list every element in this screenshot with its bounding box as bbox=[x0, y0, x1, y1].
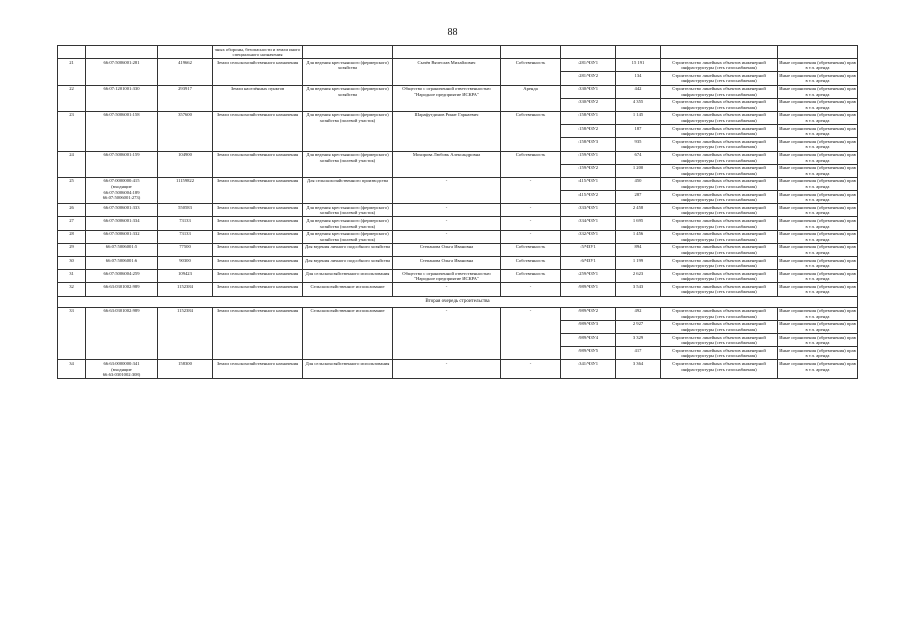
permitted-use: Для сельскохозяйственного использования bbox=[303, 360, 393, 379]
land-category: Земли сельскохозяйственного назначения bbox=[213, 177, 303, 203]
sub-plot-area: 287 bbox=[616, 191, 661, 204]
sub-plot-code: :989/ЧЗУ1 bbox=[561, 283, 616, 296]
encumbrance-type: Иные ограничения (обременения) прав в т.ч. аренда bbox=[779, 178, 856, 189]
table-row bbox=[58, 85, 858, 98]
sub-plot-code: :415/ЧЗУ2 bbox=[561, 191, 616, 204]
table-row bbox=[58, 59, 858, 72]
row-number: 29 bbox=[58, 243, 86, 256]
sub-plot-code: :6/ЧЗУ1 bbox=[561, 257, 616, 270]
sub-plot-area: 2 458 bbox=[616, 204, 661, 217]
row-number: 24 bbox=[58, 151, 86, 177]
encumbrance-type: Иные ограничения (обременения) прав в т.ч. аренда bbox=[779, 59, 856, 71]
permitted-use: Для ведения крестьянского (фермерского) хозяйства (полевой участок) bbox=[303, 151, 393, 177]
right-holder: - bbox=[393, 177, 501, 203]
encumbrance-type: Иные ограничения (обременения) прав в т.ч. аренда bbox=[779, 244, 856, 255]
plot-area: 1152384 bbox=[158, 307, 213, 360]
sub-plot-area: 15 191 bbox=[616, 59, 661, 72]
table-row bbox=[58, 217, 858, 230]
sub-plot-code: :159/ЧЗУ2 bbox=[561, 164, 616, 177]
plot-area: 11159822 bbox=[158, 177, 213, 203]
sub-plot-purpose: Строительство линейных объектов инженерной инфраструктуры (сеть газоснабжения) bbox=[661, 307, 778, 320]
right-type: - bbox=[501, 217, 561, 230]
sub-plot-purpose: Строительство линейных объектов инженерной инфраструктуры (сеть газоснабжения) bbox=[661, 85, 778, 98]
plot-area: 90300 bbox=[158, 257, 213, 270]
land-category: Земли населённых пунктов bbox=[213, 85, 303, 111]
sub-plot-code: :158/ЧЗУ2 bbox=[561, 125, 616, 138]
sub-plot-purpose: Строительство линейных объектов инженерной инфраструктуры (сеть газоснабжения) bbox=[661, 347, 778, 360]
row-number: 30 bbox=[58, 257, 86, 270]
right-holder: Мохирова Любовь Александровна bbox=[393, 151, 501, 177]
sub-plot-code: :330/ЧЗУ2 bbox=[561, 98, 616, 111]
table-row bbox=[58, 360, 858, 379]
sub-plot-code: :989/ЧЗУ3 bbox=[561, 320, 616, 333]
sub-plot-purpose: Строительство линейных объектов инженерной инфраструктуры (сеть газоснабжения) bbox=[661, 283, 778, 296]
row-number: 23 bbox=[58, 111, 86, 151]
sub-plot-code: :158/ЧЗУ3 bbox=[561, 138, 616, 151]
section-header-row bbox=[58, 296, 858, 307]
cadastral-number: 66:07:5006001:6 bbox=[86, 257, 158, 270]
encumbrance-type: Иные ограничения (обременения) прав в т.ч. аренда bbox=[779, 321, 856, 332]
page-number: 88 bbox=[447, 27, 458, 38]
cadastral-number: 66:07:5006001:333 bbox=[86, 204, 158, 217]
right-holder: Общество с ограниченной ответственностью "Народное предприятие ИСКРА" bbox=[393, 270, 501, 283]
plot-area: 1152384 bbox=[158, 283, 213, 296]
cadastral-number: 66:07:5006001:159 bbox=[86, 151, 158, 177]
sub-plot-purpose: Строительство линейных объектов инженерной инфраструктуры (сеть газоснабжения) bbox=[661, 360, 778, 379]
plot-area: 73133 bbox=[158, 230, 213, 243]
sub-plot-purpose: Строительство линейных объектов инженерной инфраструктуры (сеть газоснабжения) bbox=[661, 217, 778, 230]
right-holder: - bbox=[393, 230, 501, 243]
table-row bbox=[58, 230, 858, 243]
land-category: Земли сельскохозяйственного назначения bbox=[213, 257, 303, 270]
encumbrance-type: Иные ограничения (обременения) прав в т.ч. аренда bbox=[779, 347, 856, 359]
plot-area: 109423 bbox=[158, 270, 213, 283]
sub-plot-code: :333/ЧЗУ1 bbox=[561, 204, 616, 217]
permitted-use: Для ведения личного подсобного хозяйства bbox=[303, 243, 393, 256]
encumbrance-type: Иные ограничения (обременения) прав в т.ч. аренда bbox=[779, 334, 856, 346]
sub-plot-area: 935 bbox=[616, 138, 661, 151]
sub-plot-purpose: Строительство линейных объектов инженерной инфраструктуры (сеть газоснабжения) bbox=[661, 164, 778, 177]
row-number: 26 bbox=[58, 204, 86, 217]
cadastral-number: 66:07:5006001:334 bbox=[86, 217, 158, 230]
sub-plot-purpose: Строительство линейных объектов инженерной инфраструктуры (сеть газоснабжения) bbox=[661, 72, 778, 85]
sub-plot-code: :334/ЧЗУ1 bbox=[561, 217, 616, 230]
section-title: Вторая очередь строительства bbox=[58, 296, 858, 307]
sub-plot-area: 187 bbox=[616, 125, 661, 138]
plot-area: 73133 bbox=[158, 217, 213, 230]
right-holder: Степанова Ольга Ивановна bbox=[393, 243, 501, 256]
encumbrance-type: Иные ограничения (обременения) прав в т.ч. аренда bbox=[779, 283, 856, 295]
sub-plot-purpose: Строительство линейных объектов инженерной инфраструктуры (сеть газоснабжения) bbox=[661, 111, 778, 124]
right-type: - bbox=[501, 360, 561, 379]
right-type: Собственность bbox=[501, 257, 561, 270]
plot-area: 419662 bbox=[158, 59, 213, 85]
right-type: - bbox=[501, 177, 561, 203]
row-number: 28 bbox=[58, 230, 86, 243]
sub-plot-purpose: Строительство линейных объектов инженерной инфраструктуры (сеть газоснабжения) bbox=[661, 204, 778, 217]
cadastral-number: 66:07:1201001:330 bbox=[86, 85, 158, 111]
right-type: Аренда bbox=[501, 85, 561, 111]
cadastral-number: 66:07:5006001:5 bbox=[86, 243, 158, 256]
right-type: Собственность bbox=[501, 111, 561, 151]
land-category: Земли сельскохозяйственного назначения bbox=[213, 217, 303, 230]
sub-plot-area: 3 543 bbox=[616, 283, 661, 296]
cadastral-number: 66:07:5006004:259 bbox=[86, 270, 158, 283]
sub-plot-purpose: Строительство линейных объектов инженерной инфраструктуры (сеть газоснабжения) bbox=[661, 320, 778, 333]
sub-plot-code: :281/ЧЗУ1 bbox=[561, 59, 616, 72]
sub-plot-code: :259/ЧЗУ1 bbox=[561, 270, 616, 283]
encumbrance-type: Иные ограничения (обременения) прав в т.ч. аренда bbox=[779, 270, 856, 282]
permitted-use: Для ведения личного подсобного хозяйства bbox=[303, 257, 393, 270]
sub-plot-code: :989/ЧЗУ4 bbox=[561, 334, 616, 347]
sub-plot-area: 3 364 bbox=[616, 360, 661, 379]
right-holder: - bbox=[393, 283, 501, 296]
sub-plot-purpose: Строительство линейных объектов инженерной инфраструктуры (сеть газоснабжения) bbox=[661, 257, 778, 270]
row-number: 21 bbox=[58, 59, 86, 85]
sub-plot-purpose: Строительство линейных объектов инженерной инфраструктуры (сеть газоснабжения) bbox=[661, 177, 778, 190]
land-category: Земли сельскохозяйственного назначения bbox=[213, 204, 303, 217]
sub-plot-purpose: Строительство линейных объектов инженерной инфраструктуры (сеть газоснабжения) bbox=[661, 125, 778, 138]
sub-plot-purpose: Строительство линейных объектов инженерной инфраструктуры (сеть газоснабжения) bbox=[661, 243, 778, 256]
permitted-use: Для ведения крестьянского (фермерского) хозяйства (полевой участок) bbox=[303, 111, 393, 151]
sub-plot-area: 450 bbox=[616, 177, 661, 190]
cadastral-number: 66:63:0000000:341 (входящие 66:63:0301002:308) bbox=[86, 360, 158, 379]
row-number: 34 bbox=[58, 360, 86, 379]
sub-plot-area: 1 199 bbox=[616, 257, 661, 270]
sub-plot-area: 134 bbox=[616, 72, 661, 85]
cadastral-number: 66:63:0301002:989 bbox=[86, 283, 158, 296]
right-type: - bbox=[501, 283, 561, 296]
plot-area: 357600 bbox=[158, 111, 213, 151]
right-holder: Степанова Ольга Ивановна bbox=[393, 257, 501, 270]
sub-plot-code: :158/ЧЗУ1 bbox=[561, 111, 616, 124]
sub-plot-code: :989/ЧЗУ5 bbox=[561, 347, 616, 360]
table-row bbox=[58, 177, 858, 190]
plot-area: 550583 bbox=[158, 204, 213, 217]
right-holder: - bbox=[393, 360, 501, 379]
encumbrance-type: Иные ограничения (обременения) прав в т.ч. аренда bbox=[779, 125, 856, 137]
plot-area: 293917 bbox=[158, 85, 213, 111]
right-holder: Сычёв Вячеслав Михайлович bbox=[393, 59, 501, 85]
sub-plot-area: 492 bbox=[616, 307, 661, 320]
right-holder: - bbox=[393, 204, 501, 217]
sub-plot-code: :159/ЧЗУ1 bbox=[561, 151, 616, 164]
table-row bbox=[58, 307, 858, 320]
top-fragment-row bbox=[58, 46, 858, 59]
encumbrance-type: Иные ограничения (обременения) прав в т.ч. аренда bbox=[779, 191, 856, 203]
sub-plot-area: 1 456 bbox=[616, 230, 661, 243]
land-category: Земли сельскохозяйственного назначения bbox=[213, 111, 303, 151]
right-type: Собственность bbox=[501, 243, 561, 256]
sub-plot-area: 2 927 bbox=[616, 320, 661, 333]
sub-plot-code: :5/ЧЗУ1 bbox=[561, 243, 616, 256]
table-row bbox=[58, 243, 858, 256]
plot-area: 77500 bbox=[158, 243, 213, 256]
cadastral-number: 66:07:5006001:281 bbox=[86, 59, 158, 85]
permitted-use: Для сельскохозяйственного использования bbox=[303, 270, 393, 283]
row-number: 25 bbox=[58, 177, 86, 203]
sub-plot-area: 4 355 bbox=[616, 98, 661, 111]
plot-area: 158300 bbox=[158, 360, 213, 379]
sub-plot-purpose: Строительство линейных объектов инженерной инфраструктуры (сеть газоснабжения) bbox=[661, 270, 778, 283]
sub-plot-purpose: Строительство линейных объектов инженерной инфраструктуры (сеть газоснабжения) bbox=[661, 138, 778, 151]
row-number: 32 bbox=[58, 283, 86, 296]
encumbrance-type: Иные ограничения (обременения) прав в т.ч. аренда bbox=[779, 112, 856, 124]
sub-plot-purpose: Строительство линейных объектов инженерной инфраструктуры (сеть газоснабжения) bbox=[661, 191, 778, 204]
sub-plot-area: 894 bbox=[616, 243, 661, 256]
row-number: 33 bbox=[58, 307, 86, 360]
sub-plot-area: 442 bbox=[616, 85, 661, 98]
encumbrance-type: Иные ограничения (обременения) прав в т.ч. аренда bbox=[779, 231, 856, 242]
table-row bbox=[58, 270, 858, 283]
encumbrance-type: Иные ограничения (обременения) прав в т.ч. аренда bbox=[779, 152, 856, 163]
land-category: Земли сельскохозяйственного назначения bbox=[213, 270, 303, 283]
encumbrance-type: Иные ограничения (обременения) прав в т.ч. аренда bbox=[779, 138, 856, 150]
right-type: - bbox=[501, 230, 561, 243]
sub-plot-code: :330/ЧЗУ1 bbox=[561, 85, 616, 98]
permitted-use: Для ведения крестьянского (фермерского) хозяйства bbox=[303, 85, 393, 111]
right-holder: - bbox=[393, 217, 501, 230]
permitted-use: Сельскохозяйственное использование bbox=[303, 307, 393, 360]
sub-plot-area: 674 bbox=[616, 151, 661, 164]
encumbrance-type: Иные ограничения (обременения) прав в т.ч. аренда bbox=[779, 99, 856, 110]
land-category: Земли сельскохозяйственного назначения bbox=[213, 243, 303, 256]
table-row bbox=[58, 257, 858, 270]
row-number: 22 bbox=[58, 85, 86, 111]
sub-plot-area: 1 695 bbox=[616, 217, 661, 230]
cadastral-number: 66:63:0301002:989 bbox=[86, 307, 158, 360]
right-holder: - bbox=[393, 307, 501, 360]
encumbrance-type: Иные ограничения (обременения) прав в т.ч. аренда bbox=[779, 257, 856, 269]
table-row bbox=[58, 151, 858, 164]
sub-plot-code: :281/ЧЗУ2 bbox=[561, 72, 616, 85]
permitted-use: Для ведения крестьянского (фермерского) хозяйства (полевой участок) bbox=[303, 230, 393, 243]
sub-plot-area: 1 145 bbox=[616, 111, 661, 124]
sub-plot-purpose: Строительство линейных объектов инженерной инфраструктуры (сеть газоснабжения) bbox=[661, 59, 778, 72]
permitted-use: Для сельскохозяйственного производства bbox=[303, 177, 393, 203]
right-type: - bbox=[501, 307, 561, 360]
permitted-use: Сельскохозяйственное использование bbox=[303, 283, 393, 296]
table-row bbox=[58, 111, 858, 124]
right-type: - bbox=[501, 204, 561, 217]
permitted-use: Для ведения крестьянского (фермерского) хозяйства (полевой участок) bbox=[303, 204, 393, 217]
land-category: Земли сельскохозяйственного назначения bbox=[213, 59, 303, 85]
sub-plot-purpose: Строительство линейных объектов инженерной инфраструктуры (сеть газоснабжения) bbox=[661, 98, 778, 111]
land-category: Земли сельскохозяйственного назначения bbox=[213, 151, 303, 177]
table-row bbox=[58, 204, 858, 217]
land-category: Земли сельскохозяйственного назначения bbox=[213, 307, 303, 360]
sub-plot-area: 417 bbox=[616, 347, 661, 360]
encumbrance-type: Иные ограничения (обременения) прав в т.ч. аренда bbox=[779, 217, 856, 229]
right-holder: Шарафутдинов Ринат Гарнаевич bbox=[393, 111, 501, 151]
land-category: Земли сельскохозяйственного назначения bbox=[213, 230, 303, 243]
right-type: Собственность bbox=[501, 270, 561, 283]
sub-plot-area: 3 329 bbox=[616, 334, 661, 347]
row-number: 27 bbox=[58, 217, 86, 230]
permitted-use: Для ведения крестьянского (фермерского) хозяйства (полевой участок) bbox=[303, 217, 393, 230]
sub-plot-area: 1 200 bbox=[616, 164, 661, 177]
encumbrance-type: Иные ограничения (обременения) прав в т.ч. аренда bbox=[779, 204, 856, 216]
sub-plot-purpose: Строительство линейных объектов инженерной инфраструктуры (сеть газоснабжения) bbox=[661, 230, 778, 243]
sub-plot-purpose: Строительство линейных объектов инженерной инфраструктуры (сеть газоснабжения) bbox=[661, 151, 778, 164]
land-category: Земли сельскохозяйственного назначения bbox=[213, 360, 303, 379]
cadastral-number: 66:07:5006001:158 bbox=[86, 111, 158, 151]
sub-plot-purpose: Строительство линейных объектов инженерной инфраструктуры (сеть газоснабжения) bbox=[661, 334, 778, 347]
right-holder: Общество с ограниченной ответственностью "Народное предприятие ИСКРА" bbox=[393, 85, 501, 111]
table-row bbox=[58, 283, 858, 296]
encumbrance-type: Иные ограничения (обременения) прав в т.ч. аренда bbox=[779, 165, 856, 176]
sub-plot-code: :341/ЧЗУ1 bbox=[561, 360, 616, 379]
top-fragment-cell: чных обороны, безопасности и земли иного специального назначения bbox=[213, 46, 303, 59]
right-type: Собственность bbox=[501, 59, 561, 85]
permitted-use: Для ведения крестьянского (фермерского) хозяйства bbox=[303, 59, 393, 85]
plot-area: 104900 bbox=[158, 151, 213, 177]
cadastral-number: 66:07:5006001:332 bbox=[86, 230, 158, 243]
encumbrance-type: Иные ограничения (обременения) прав в т.ч. аренда bbox=[779, 308, 856, 319]
row-number: 31 bbox=[58, 270, 86, 283]
sub-plot-area: 2 623 bbox=[616, 270, 661, 283]
sub-plot-code: :989/ЧЗУ2 bbox=[561, 307, 616, 320]
sub-plot-code: :415/ЧЗУ1 bbox=[561, 177, 616, 190]
right-type: Собственность bbox=[501, 151, 561, 177]
sub-plot-code: :332/ЧЗУ1 bbox=[561, 230, 616, 243]
encumbrance-type: Иные ограничения (обременения) прав в т.ч. аренда bbox=[778, 360, 858, 379]
encumbrance-type: Иные ограничения (обременения) прав в т.ч. аренда bbox=[779, 86, 856, 97]
encumbrance-type: Иные ограничения (обременения) прав в т.ч. аренда bbox=[779, 72, 856, 84]
land-plots-table bbox=[57, 45, 858, 379]
land-category: Земли сельскохозяйственного назначения bbox=[213, 283, 303, 296]
cadastral-number: 66:07:0000000:415 (входящие 66:07:5006004:189 66:07:5006001:273) bbox=[86, 177, 158, 203]
